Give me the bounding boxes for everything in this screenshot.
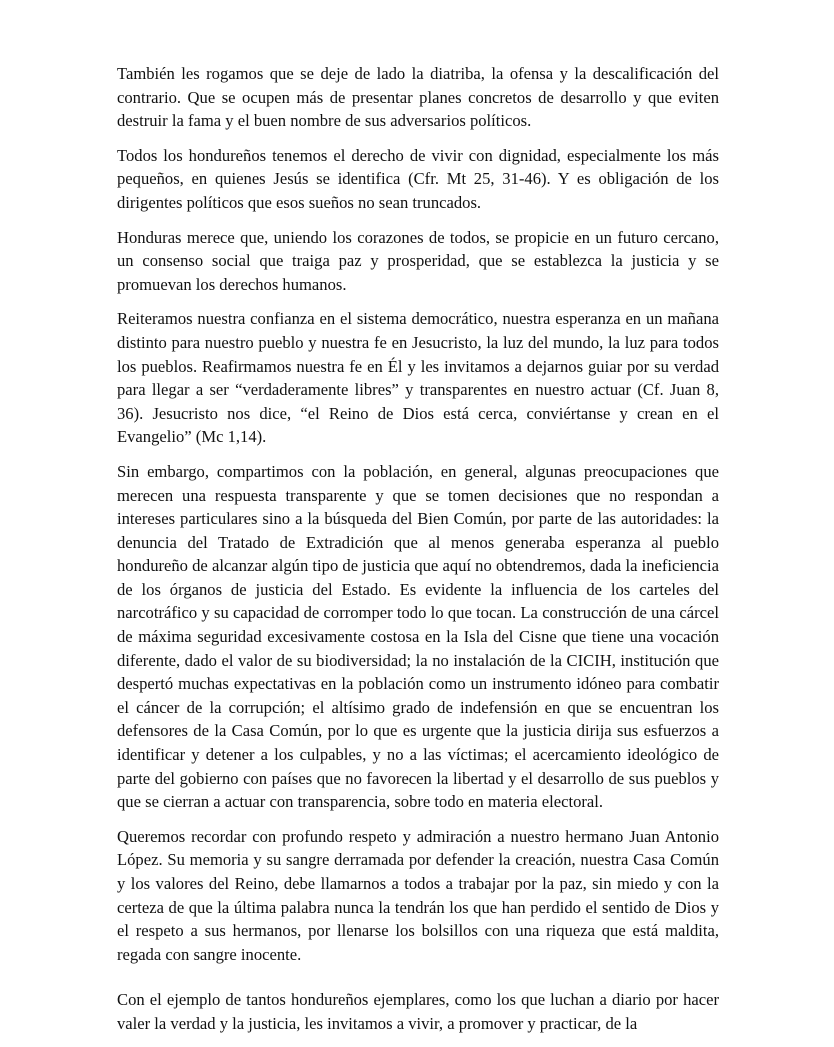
paragraph-diatriba: También les rogamos que se deje de lado la diatriba, la ofensa y la descalificación del contrario. Que se ocupen más de presentar planes concretos de desarrollo y que eviten destruir la fama y el buen nombre de sus adversarios políticos. bbox=[117, 64, 719, 131]
paragraph-dignidad: Todos los hondureños tenemos el derecho de vivir con dignidad, especialmente los más pequeños, en quienes Jesús se identifica (Cfr. Mt 25, 31-46). Y es obligación de los dirigentes políticos que esos sueños no sean truncados. bbox=[117, 145, 719, 212]
paragraph-preocupaciones: Sin embargo, compartimos con la población, en general, algunas preocupaciones que merecen una respuesta transparente y que se tomen decisiones que no respondan a intereses particulares sino a la búsqueda del Bien Común, por parte de las autoridades: la denuncia del Tratado de Extradición que al menos generaba esperanza al pueblo hondureño de alcanzar algún tipo de justicia que aquí no obtendremos, dada la ineficiencia de los órganos de justicia del Estado. Es evidente la influencia de los carteles del narcotráfico y su capacidad de corromper todo lo que tocan. La construcción de una cárcel de máxima seguridad excesivamente costosa en la Isla del Cisne que tiene una vocación diferente, dado el valor de su biodiversidad; la no instalación de la CICIH, institución que despertó muchas expectativas en la población como un instrumento idóneo para combatir el cáncer de la corrupción; el altísimo grado de indefensión en que se encuentran los defensores de la Casa Común, por lo que es urgente que la justicia dirija sus esfuerzos a identificar y detener a los culpables, y no a las víctimas; el acercamiento ideológico de parte del gobierno con países que no favorecen la libertad y el desarrollo de sus pueblos y que se cierran a actuar con transparencia, sobre todo en materia electoral. bbox=[117, 461, 719, 812]
paragraph-ejemplo-hondurenos: Con el ejemplo de tantos hondureños ejemplares, como los que luchan a diario por hacer valer la verdad y la justicia, les invitamos a vivir, a promover y practicar, de la bbox=[117, 990, 719, 1033]
paragraph-confianza-democratica: Reiteramos nuestra confianza en el sistema democrático, nuestra esperanza en un mañana distinto para nuestro pueblo y nuestra fe en Jesucristo, la luz del mundo, la luz para todos los pueblos. Reafirmamos nuestra fe en Él y les invitamos a dejarnos guiar por su verdad para llegar a ser “verdaderamente libres” y transparentes en nuestro actuar (Cf. Juan 8, 36). Jesucristo nos dice, “el Reino de Dios está cerca, conviértanse y crean en el Evangelio” (Mc 1,14). bbox=[117, 309, 719, 447]
paragraph-honduras-merece: Honduras merece que, uniendo los corazones de todos, se propicie en un futuro cercano, un consenso social que traiga paz y prosperidad, que se establezca la justicia y se promuevan los derechos humanos. bbox=[117, 227, 719, 294]
paragraph-juan-antonio-lopez: Queremos recordar con profundo respeto y admiración a nuestro hermano Juan Antonio López. Su memoria y su sangre derramada por defender la creación, nuestra Casa Común y los valores del Reino, debe llamarnos a todos a trabajar por la paz, sin miedo y con la certeza de que la última palabra nunca la tendrán los que han perdido el sentido de Dios y el respeto a sus hermanos, por llenarse los bolsillos con una riqueza que está maldita, regada con sangre inocente. bbox=[117, 826, 719, 964]
document-page bbox=[117, 62, 719, 1047]
